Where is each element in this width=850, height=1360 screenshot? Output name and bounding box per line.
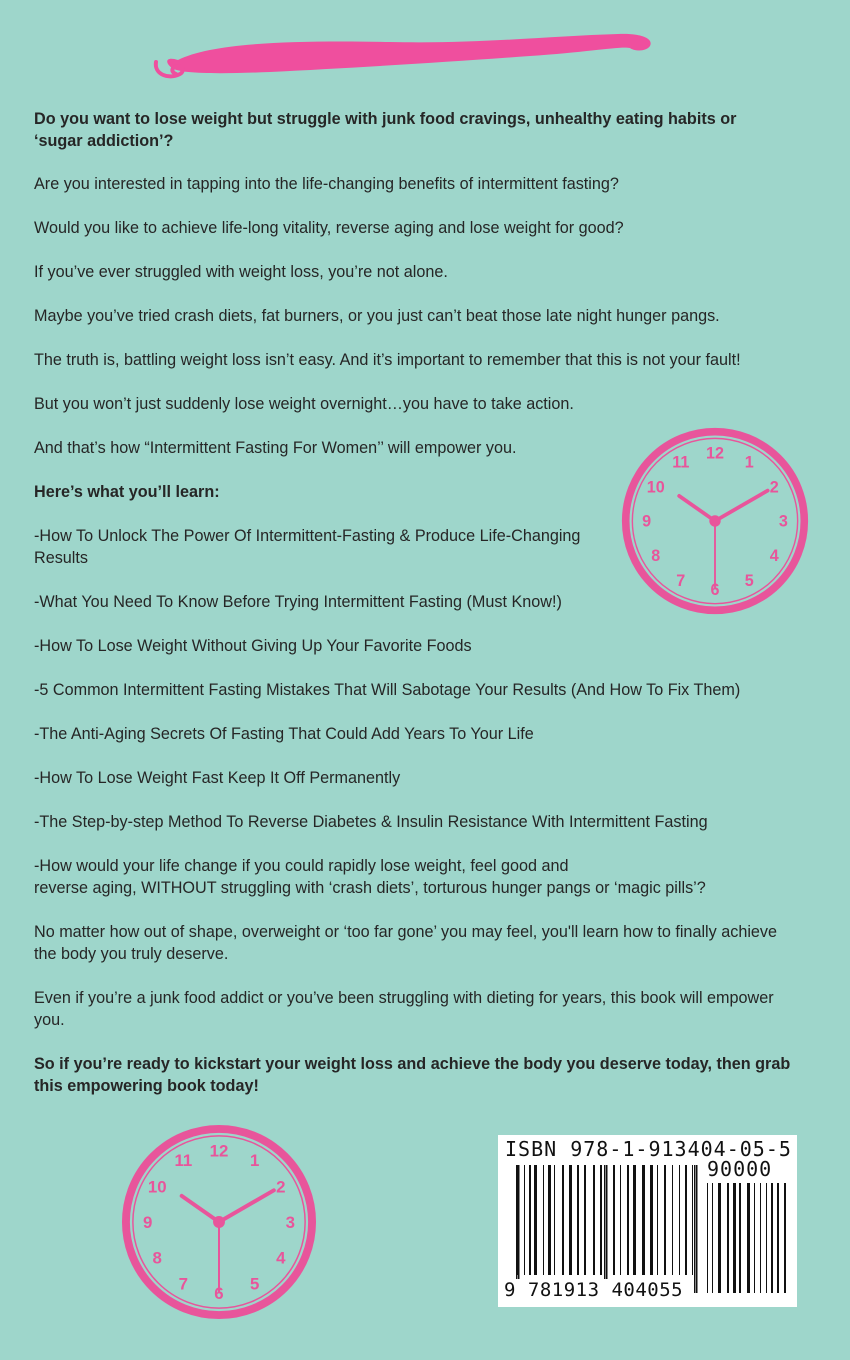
- barcode-bar: [650, 1165, 653, 1275]
- barcode-bar: [692, 1165, 693, 1275]
- barcode-guard-bar: [516, 1165, 518, 1293]
- barcode-addon-bar: [727, 1183, 729, 1293]
- barcode-bar: [534, 1165, 537, 1275]
- barcode-guard-bar: [694, 1165, 696, 1293]
- paragraph: But you won’t just suddenly lose weight overnight…you have to take action.: [34, 395, 574, 413]
- barcode-guard-bar: [604, 1165, 606, 1293]
- barcode-bar: [633, 1165, 636, 1275]
- paragraph: And that’s how “Intermittent Fasting For Women’’ will empower you.: [34, 439, 517, 457]
- clock-numeral: 2: [276, 1177, 286, 1197]
- barcode-bar: [529, 1165, 531, 1275]
- learn-item: -How To Unlock The Power Of Intermittent-Fasting & Produce Life-Changing Results: [34, 527, 581, 567]
- learn-item: -What You Need To Know Before Trying Intermittent Fasting (Must Know!): [34, 593, 562, 611]
- barcode-bar: [569, 1165, 572, 1275]
- intro-question: Do you want to lose weight but struggle with junk food cravings, unhealthy eating habits or ‘sugar addiction’?: [34, 110, 737, 150]
- clock-icon: [620, 426, 810, 616]
- paragraph: The truth is, battling weight loss isn’t easy. And it’s important to remember that this is not your fault!: [34, 351, 741, 369]
- learn-item: -5 Common Intermittent Fasting Mistakes That Will Sabotage Your Results (And How To Fix Them): [34, 681, 741, 699]
- clock-numeral: 10: [646, 478, 665, 497]
- barcode-addon-bar: [707, 1183, 708, 1293]
- clock-numeral: 5: [249, 1274, 260, 1294]
- clock-numeral: 9: [143, 1212, 153, 1232]
- ean-number: 9 781913 404055: [504, 1279, 684, 1301]
- paragraph: Would you like to achieve life-long vitality, reverse aging and lose weight for good?: [34, 219, 624, 237]
- clock-numeral: 5: [744, 571, 754, 590]
- clock-numeral: 6: [214, 1284, 224, 1304]
- barcode-bar: [548, 1165, 551, 1275]
- barcode-addon-bar: [712, 1183, 713, 1293]
- closing-paragraph: No matter how out of shape, overweight or ‘too far gone’ you may feel, you'll learn how to finally achieve the body you truly deserve.: [34, 923, 778, 963]
- barcode-bar: [679, 1165, 680, 1275]
- clock-numeral: 7: [676, 571, 686, 590]
- clock-minute-hand: [219, 1190, 274, 1222]
- barcode-addon-bar: [754, 1183, 755, 1293]
- price-code: 90000: [707, 1157, 773, 1181]
- barcode-addon-bar: [784, 1183, 786, 1293]
- clock-numeral: 3: [778, 512, 788, 531]
- call-to-action: So if you’re ready to kickstart your weight loss and achieve the body you deserve today, then grab this empowering book today!: [34, 1055, 791, 1095]
- barcode-guard-bar: [606, 1165, 608, 1293]
- clock-numeral: 7: [178, 1274, 189, 1294]
- barcode-bar: [524, 1165, 525, 1275]
- clock-hour-hand: [679, 496, 715, 521]
- barcode-bar: [642, 1165, 645, 1275]
- barcode-bar: [620, 1165, 621, 1275]
- barcode-addon-bar: [747, 1183, 750, 1293]
- clock-numeral: 3: [285, 1212, 295, 1232]
- barcode-bar: [657, 1165, 658, 1275]
- barcode-bar: [554, 1165, 555, 1275]
- barcode-addon-bar: [733, 1183, 736, 1293]
- clock-numeral: 8: [651, 546, 661, 565]
- barcode-addon-bar: [760, 1183, 761, 1293]
- paragraph: Are you interested in tapping into the life-changing benefits of intermittent fasting?: [34, 175, 619, 193]
- clock-numeral: 11: [174, 1151, 193, 1171]
- barcode-bar: [593, 1165, 595, 1275]
- barcode-bar: [562, 1165, 564, 1275]
- barcode-addon-bar: [766, 1183, 767, 1293]
- barcode-bar: [627, 1165, 629, 1275]
- learn-item: -The Anti-Aging Secrets Of Fasting That Could Add Years To Your Life: [34, 725, 534, 743]
- barcode-bar: [543, 1165, 544, 1275]
- barcode-addon-bar: [739, 1183, 741, 1293]
- decorative-flourish: [150, 22, 660, 86]
- learn-heading: Here’s what you’ll learn:: [34, 483, 220, 501]
- clock-numeral: 12: [706, 444, 724, 463]
- barcode-bar: [600, 1165, 602, 1275]
- barcode-addon-bar: [718, 1183, 721, 1293]
- barcode-bar: [613, 1165, 615, 1275]
- clock-numeral: 4: [769, 546, 779, 565]
- clock-icon: [120, 1123, 318, 1321]
- paragraph: Maybe you’ve tried crash diets, fat burners, or you just can’t beat those late night hunger pangs.: [34, 307, 720, 325]
- clock-hour-hand: [182, 1196, 219, 1222]
- clock-numeral: 1: [249, 1151, 260, 1171]
- barcode-addon-bar: [777, 1183, 779, 1293]
- barcode-guard-bar: [518, 1165, 520, 1293]
- question-line: -How would your life change if you could rapidly lose weight, feel good and: [34, 857, 569, 875]
- clock-numeral: 12: [209, 1141, 229, 1161]
- barcode-bar: [664, 1165, 666, 1275]
- clock-center: [709, 515, 720, 526]
- question-line: reverse aging, WITHOUT struggling with ‘crash diets’, torturous hunger pangs or ‘magic pills’?: [34, 879, 706, 897]
- clock-center: [213, 1216, 225, 1228]
- clock-numeral: 6: [710, 581, 720, 600]
- clock-numeral: 11: [672, 453, 690, 472]
- clock-numeral: 2: [769, 478, 779, 497]
- isbn-barcode: [498, 1135, 797, 1307]
- clock-minute-hand: [715, 491, 768, 521]
- learn-item: -The Step-by-step Method To Reverse Diabetes & Insulin Resistance With Intermittent Fasting: [34, 813, 708, 831]
- clock-numeral: 9: [642, 512, 652, 531]
- clock-numeral: 4: [276, 1248, 286, 1268]
- barcode-guard-bar: [696, 1165, 698, 1293]
- clock-numeral: 10: [147, 1177, 167, 1197]
- barcode-bar: [577, 1165, 579, 1275]
- closing-paragraph: Even if you’re a junk food addict or you’ve been struggling with dieting for years, this book will empower you.: [34, 989, 774, 1029]
- learn-item: -How To Lose Weight Fast Keep It Off Permanently: [34, 769, 401, 787]
- clock-numeral: 8: [152, 1248, 162, 1268]
- isbn-label: ISBN 978-1-913404-05-5: [505, 1137, 792, 1161]
- barcode-addon-bar: [771, 1183, 773, 1293]
- paragraph: If you’ve ever struggled with weight loss, you’re not alone.: [34, 263, 448, 281]
- barcode-bar: [685, 1165, 687, 1275]
- barcode-bar: [584, 1165, 586, 1275]
- clock-numeral: 1: [744, 453, 754, 472]
- learn-item: -How To Lose Weight Without Giving Up Your Favorite Foods: [34, 637, 472, 655]
- barcode-bar: [672, 1165, 673, 1275]
